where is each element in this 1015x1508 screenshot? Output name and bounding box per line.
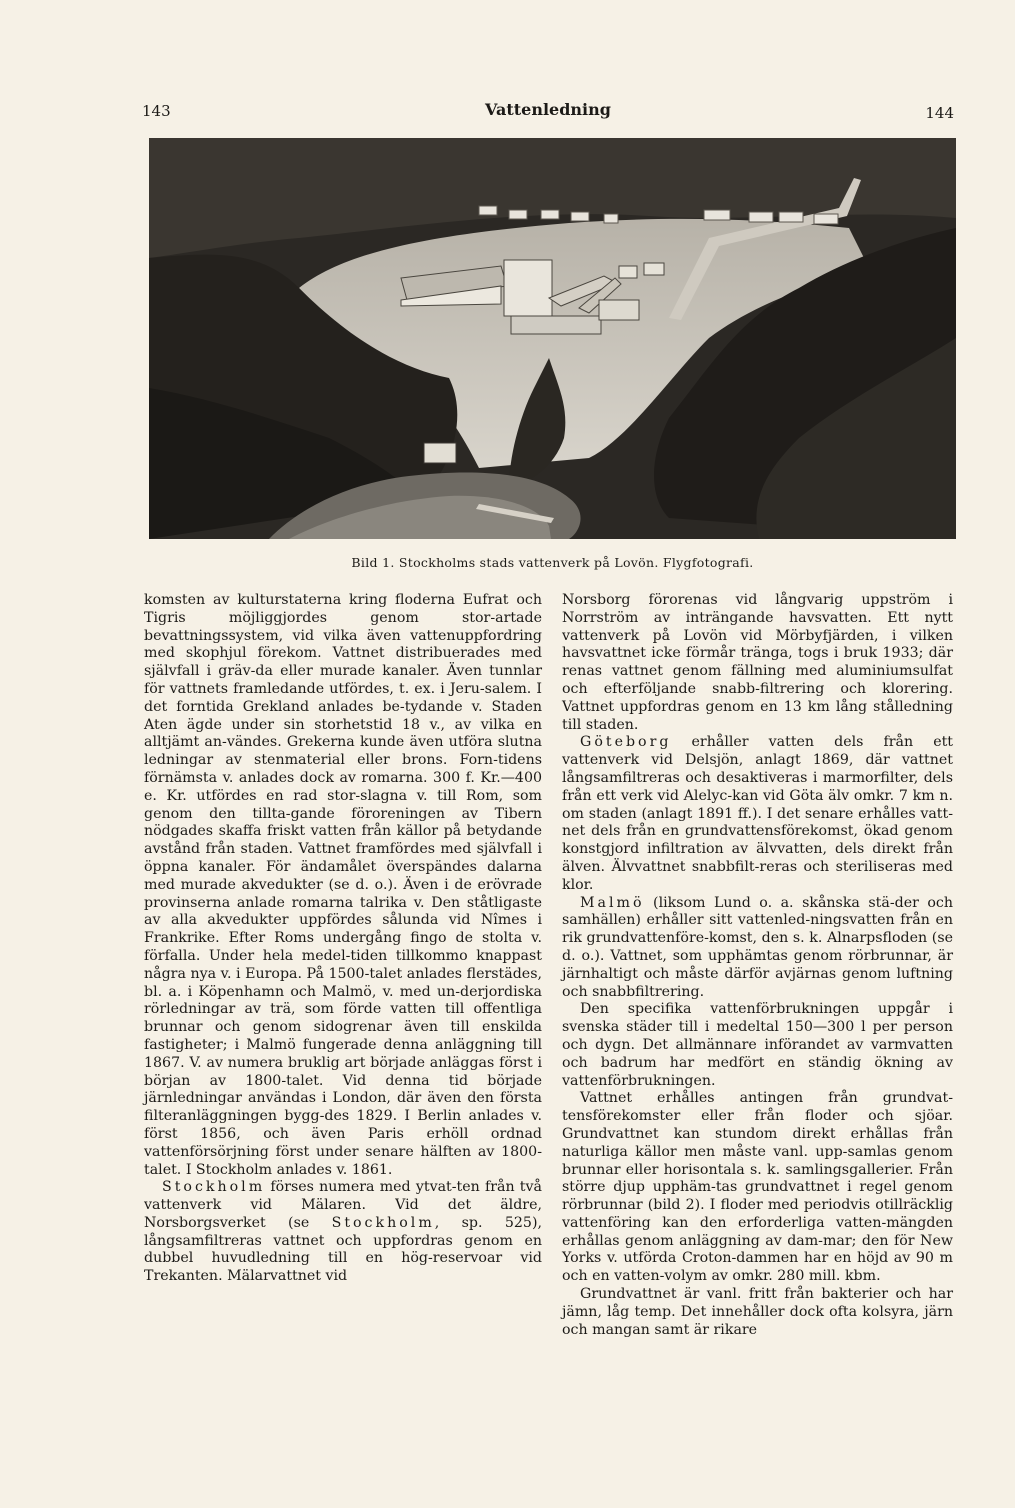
left-page-number: 143 (142, 102, 171, 120)
right-paragraph-groundwater: Grundvattnet är vanl. fritt från bakterier och har jämn, låg temp. Det innehåller dock ofta kolsyra, järn och mangan samt är rikare (562, 1286, 953, 1338)
page-header (142, 98, 954, 124)
right-column (562, 592, 953, 1339)
left-column (144, 592, 542, 1286)
paragraph-text: (liksom Lund o. a. skånska stä-der och samhällen) erhåller sitt vattenled-ningsvatten från en rik grundvattenföre-komst, den s. k. Alnarpsfloden (se d. o.). Vattnet, som upphämtas genom rörbrunnar, är järnhaltigt och måste därför avjärnas genom luftning och snabbfiltrering. (562, 894, 953, 1000)
aerial-photo-illustration (149, 138, 956, 539)
right-paragraph-sources: Vattnet erhålles antingen från grundvat-tensförekomster eller från floder och sjöar. Grundvattnet kan stundom direkt erhållas från naturliga källor men måste vanl. upp-samlas genom brunnar eller horisontala s. k. samlingsgallerier. Från större djup upphäm-tas grundvattnet i regel genom rörbrunnar (bild 2). I floder med periodvis otillräcklig vattenföring kan den erforderliga vatten-mängden erhållas genom anläggning av dam-mar; den för New Yorks v. utförda Croton-dammen har en höjd av 90 m och en vatten-volym av omkr. 280 mill. kbm. (562, 1090, 953, 1285)
cross-reference-stockholm: Stockholm (331, 1214, 435, 1231)
right-page-number: 144 (925, 104, 954, 122)
paragraph-text: erhåller vatten dels från ett vattenverk vid Delsjön, anlagt 1869, där vattnet långsamfiltreras och desaktiveras i marmorfilter, dels från ett verk vid Alelyc-kan vid Göta älv omkr. 7 km n. om staden (anlagt 1891 ff.). I det senare erhålles vatt-net dels från en grundvattensförekomst, ökad genom konstgjord infiltration av älvvatten, dels direkt från älven. Älvvattnet snabbfilt-reras och steriliseras med klor. (562, 734, 953, 893)
right-paragraph-consumption: Den specifika vattenförbrukningen uppgår i svenska städer till i medeltal 150—300 l per person och dygn. Det allmännare införandet av varmvatten och badrum har medfört en ständig ökning av vattenförbrukningen. (562, 1001, 953, 1089)
left-paragraph-2 (144, 1179, 542, 1286)
spaced-city-malmo: Malmö (580, 894, 645, 911)
figure-caption: Bild 1. Stockholms stads vattenverk på Lovön. Flygfotografi. (351, 555, 754, 570)
paragraph-text-tail: , sp. 525), långsamfiltreras vattnet och uppfordras genom en dubbel huvudledning till en hög-reservoar vid Trekanten. Mälarvattnet vid (144, 1214, 542, 1285)
right-paragraph-1: Norsborg förorenas vid långvarig uppström i Norrström av inträngande havsvatten. Ett nytt vattenverk på Lovön vid Mörbyfjärden, i vilken havsvattnet icke förmår tränga, togs i bruk 1933; där renas vattnet genom fällning med aluminiumsulfat och efterföljande snabb-filtrering och klorering. Vattnet uppfordras genom en 13 km lång stålledning till staden. (562, 592, 953, 733)
aerial-photograph (149, 138, 956, 539)
spaced-city-goteborg: Göteborg (580, 734, 672, 751)
right-paragraph-goteborg (562, 734, 953, 894)
right-paragraph-malmo (562, 895, 953, 1002)
running-title: Vattenledning (485, 100, 611, 119)
paragraph-text: förses numera med ytvat-ten från två vattenverk vid Mälaren. Vid det äldre, Norsborgsverket (se (144, 1179, 542, 1231)
left-paragraph-1: komsten av kulturstaterna kring floderna Eufrat och Tigris möjliggjordes genom stor-artade bevattningssystem, vid vilka även vattenuppfordring med skophjul förekom. Vattnet distribuerades med självfall i gräv-da eller murade kanaler. Även tunnlar för vattnets framledande utfördes, t. ex. i Jeru-salem. I det forntida Grekland anlades be-tydande v. Staden Aten ägde under sin storhetstid 18 v., av vilka en alltjämt an-vändes. Grekerna kunde även utföra slutna ledningar av stenmaterial eller brons. Forn-tidens förnämsta v. anlades dock av romarna. 300 f. Kr.—400 e. Kr. utfördes en rad stor-slagna v. till Rom, som genom den tillta-gande föroreningen av Tibern nödgades skaffa friskt vatten från källor på betydande avstånd från staden. Vattnet framfördes med självfall i öppna kanaler. För ändamålet överspändes dalarna med murade akvedukter (se d. o.). Även i de erövrade provinserna anlade romarna talrika v. Den ståtligaste av alla akvedukter uppfördes sålunda vid Nîmes i Frankrike. Efter Roms undergång fingo de stolta v. förfalla. Under hela medel-tiden tillkommo knappast några nya v. i Europa. På 1500-talet anlades flerstädes, bl. a. i Köpenhamn och Malmö, v. med un-derjordiska rörledningar av trä, som förde vatten till offentliga brunnar och genom sidogrenar även till enskilda fastigheter; i Malmö fungerade denna anläggning till 1867. V. av numera bruklig art började anläggas först i början av 1800-talet. Vid denna tid började järnledningar användas i London, där även den första filteranläggningen bygg-des 1829. I Berlin anlades v. först 1856, och även Paris erhöll ordnad vattenförsörjning först under senare hälften av 1800-talet. I Stockholm anlades v. 1861. (144, 592, 542, 1178)
spaced-city-stockholm: Stockholm (162, 1179, 266, 1196)
